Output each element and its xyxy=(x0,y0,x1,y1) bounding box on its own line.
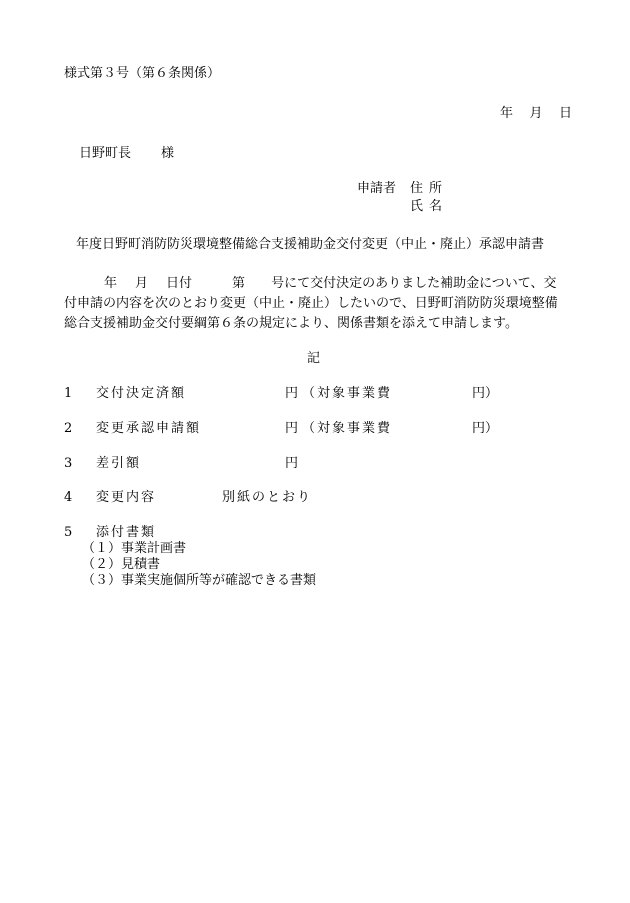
date-line xyxy=(500,106,572,122)
document-title: 年度日野町消防防災環境整備総合支援補助金交付変更（中止・廃止）承認申請書 xyxy=(76,237,545,252)
body-line-2: 付申請の内容を次のとおり変更（中止・廃止）したいので、日野町消防防災環境整備 xyxy=(64,296,558,311)
addressee xyxy=(79,146,174,162)
address-label: 住所 xyxy=(410,181,449,196)
item-cost-label: （対象事業費 xyxy=(302,421,393,436)
date-day: 日 xyxy=(558,106,572,121)
body-dai: 第 xyxy=(232,276,246,291)
date-month: 月 xyxy=(529,106,543,121)
attachment-item: （２）見積書 xyxy=(82,557,161,572)
item-amount-unit: 円 xyxy=(285,456,299,471)
item-number: 1 xyxy=(64,386,73,401)
ki-heading: 記 xyxy=(307,351,321,366)
name-label: 氏名 xyxy=(410,199,449,214)
item-label: 差引額 xyxy=(96,456,142,471)
item-number: 5 xyxy=(64,525,73,540)
body-line-1 xyxy=(104,276,557,292)
item-label: 変更承認申請額 xyxy=(96,421,202,436)
body-month: 月 xyxy=(135,276,149,291)
item-cost-label: （対象事業費 xyxy=(302,386,393,401)
applicant-label: 申請者 xyxy=(357,181,397,196)
body-line-3: 総合支援補助金交付要綱第６条の規定により、関係書類を添えて申請します。 xyxy=(64,316,518,331)
item-label: 添付書類 xyxy=(96,525,157,540)
item-cost-unit: 円） xyxy=(472,421,499,436)
item-cost-unit: 円） xyxy=(472,386,499,401)
date-year: 年 xyxy=(500,106,514,121)
item-number: 4 xyxy=(64,490,73,505)
item-amount-unit: 円 xyxy=(285,421,299,436)
addressee-honorific: 様 xyxy=(161,146,175,161)
body-day: 日付 xyxy=(166,276,193,291)
item-amount-unit: 円 xyxy=(285,386,299,401)
item-number: 3 xyxy=(64,456,73,471)
form-number: 様式第３号（第６条関係） xyxy=(64,66,221,81)
addressee-name: 日野町長 xyxy=(79,146,132,161)
attachment-item: （３）事業実施個所等が確認できる書類 xyxy=(82,573,317,588)
body-year: 年 xyxy=(104,276,118,291)
item-label: 交付決定済額 xyxy=(96,386,187,401)
item-detail: 別紙のとおり xyxy=(222,490,313,505)
body-rest: 号にて交付決定のありました補助金について、交 xyxy=(271,276,557,291)
item-label: 変更内容 xyxy=(96,490,157,505)
attachment-item: （１）事業計画書 xyxy=(82,541,187,556)
item-number: 2 xyxy=(64,421,73,436)
